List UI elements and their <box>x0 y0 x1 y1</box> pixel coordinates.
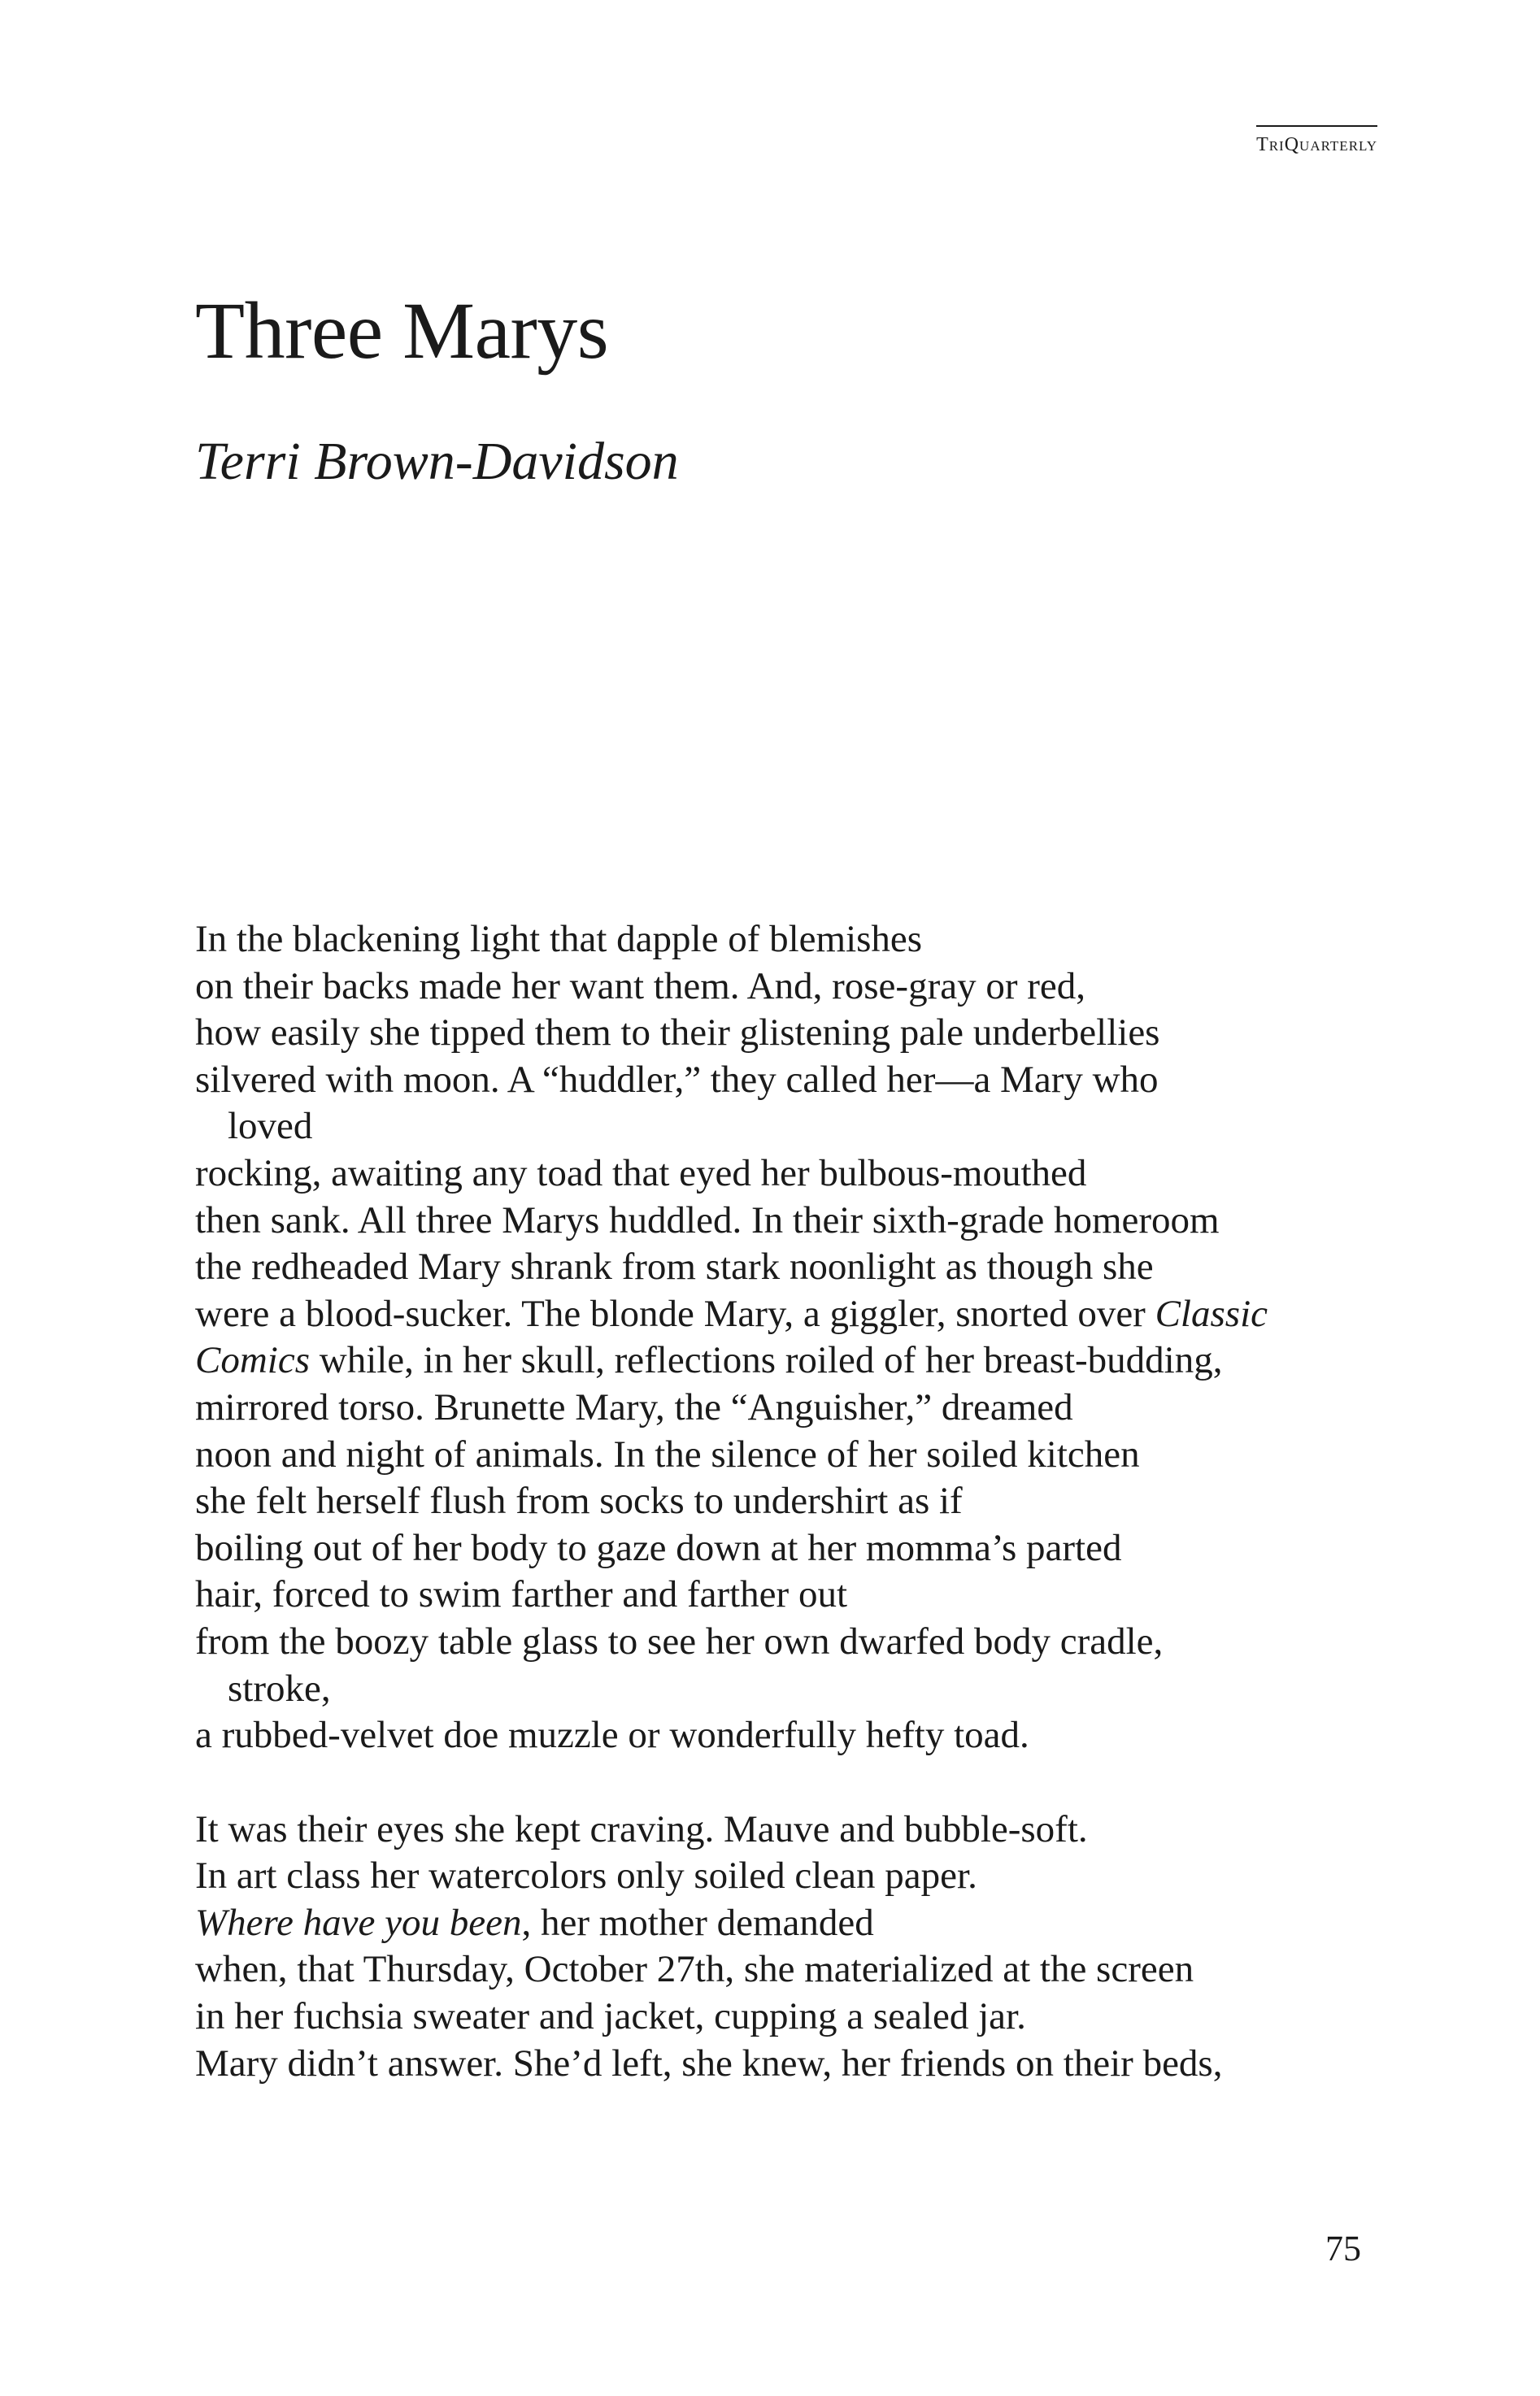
poem-line: Mary didn’t answer. She’d left, she knew, her friends on their beds, <box>195 2042 1223 2085</box>
poem-body <box>195 916 1382 2087</box>
line-text: while, in her skull, reflections roiled of her breast-budding, <box>310 1339 1223 1382</box>
running-head-rule <box>1256 125 1377 127</box>
poem-line <box>195 1291 1382 1338</box>
poem-line: noon and night of animals. In the silence of her soiled kitchen <box>195 1433 1140 1476</box>
italic-title: Comics <box>195 1339 310 1382</box>
poem-line: on their backs made her want them. And, rose-gray or red, <box>195 964 1085 1007</box>
poem-line: In art class her watercolors only soiled clean paper. <box>195 1855 977 1898</box>
page-number: 75 <box>1325 2229 1361 2268</box>
poem-line: when, that Thursday, October 27th, she materialized at the screen <box>195 1948 1194 1991</box>
poem-line: then sank. All three Marys huddled. In their sixth-grade homeroom <box>195 1198 1220 1241</box>
poem-line: how easily she tipped them to their glistening pale underbellies <box>195 1011 1160 1055</box>
poem-line <box>195 1900 1382 1947</box>
poem-line: from the boozy table glass to see her own dwarfed body cradle, <box>195 1620 1164 1663</box>
line-text: were a blood-sucker. The blonde Mary, a giggler, snorted over <box>195 1292 1155 1335</box>
poem-line: mirrored torso. Brunette Mary, the “Anguisher,” dreamed <box>195 1385 1073 1428</box>
italic-title: Classic <box>1155 1292 1268 1335</box>
poem-line: silvered with moon. A “huddler,” they called her—a Mary who <box>195 1058 1159 1101</box>
poem-line <box>195 1337 1382 1385</box>
poem-line: In the blackening light that dapple of blemishes <box>195 918 923 960</box>
journal-name: TriQuarterly <box>1256 134 1377 155</box>
stanza-1 <box>195 916 1382 1759</box>
italic-speech: Where have you been <box>195 1901 522 1944</box>
poem-line: rocking, awaiting any toad that eyed her bulbous-mouthed <box>195 1151 1087 1194</box>
poem-line: the redheaded Mary shrank from stark noonlight as though she <box>195 1246 1154 1289</box>
running-head <box>1256 125 1377 154</box>
author-name: Terri Brown-Davidson <box>195 432 679 491</box>
poem-line: she felt herself flush from socks to undershirt as if <box>195 1480 963 1523</box>
poem-line: hair, forced to swim farther and farther out <box>195 1573 848 1616</box>
poem-line: boiling out of her body to gaze down at her momma’s parted <box>195 1526 1122 1569</box>
poem-line: in her fuchsia sweater and jacket, cupping a sealed jar. <box>195 1995 1026 2038</box>
poem-line-turnover: loved <box>228 1105 313 1148</box>
poem-line: a rubbed-velvet doe muzzle or wonderfully hefty toad. <box>195 1714 1029 1757</box>
stanza-2 <box>195 1807 1382 2088</box>
poem-line-turnover: stroke, <box>228 1667 331 1710</box>
poem-title: Three Marys <box>195 285 609 376</box>
poem-line: It was their eyes she kept craving. Mauve and bubble-soft. <box>195 1807 1088 1850</box>
line-text: , her mother demanded <box>521 1901 874 1944</box>
